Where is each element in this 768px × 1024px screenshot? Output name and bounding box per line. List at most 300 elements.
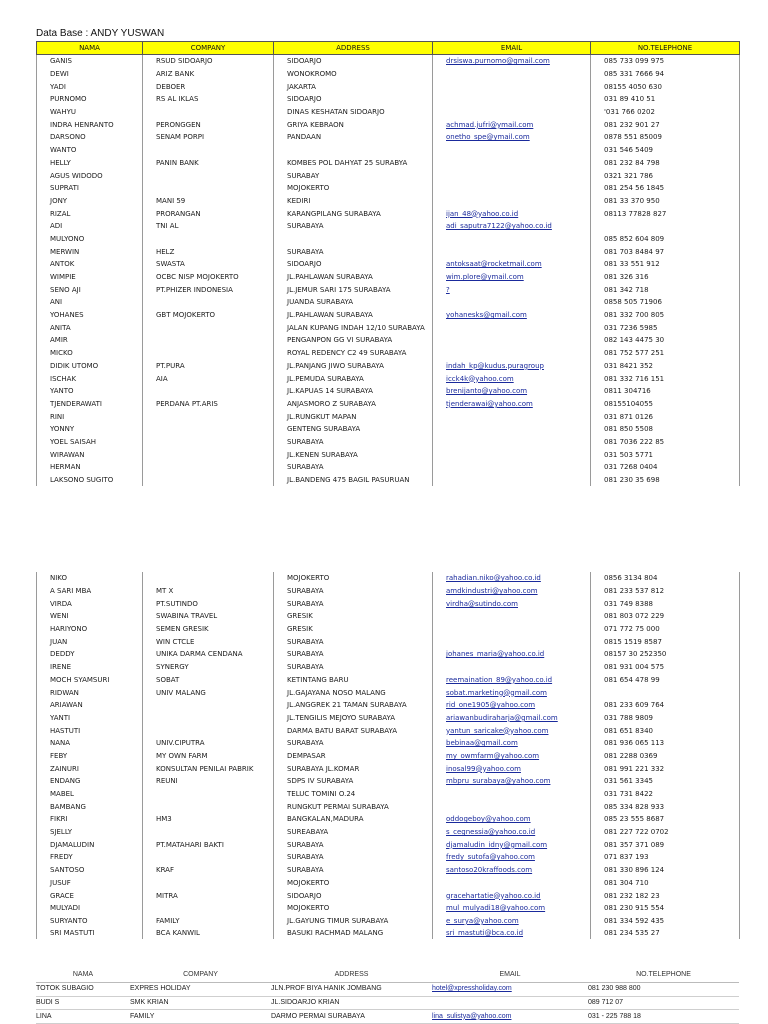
cell-email[interactable]: mul_mulyadi18@yahoo.com	[433, 902, 591, 915]
table-row	[37, 118, 740, 131]
table-row	[37, 813, 740, 826]
cell-nama: JUAN	[37, 635, 143, 648]
cell-email	[433, 623, 591, 636]
plain-header-email: EMAIL	[432, 969, 588, 982]
cell-telephone: 08113 77828 827	[591, 207, 740, 220]
table-row	[37, 585, 740, 598]
cell-email[interactable]: my_owmfarm@yahoo.com	[433, 750, 591, 763]
cell-telephone: 0811 304716	[591, 385, 740, 398]
cell-nama: ARIAWAN	[37, 699, 143, 712]
table-row	[37, 864, 740, 877]
cell-telephone: '031 766 0202	[591, 106, 740, 119]
table-row	[37, 800, 740, 813]
cell-address: MOJOKERTO	[274, 182, 433, 195]
table-row	[37, 233, 740, 246]
cell-nama: HASTUTI	[37, 724, 143, 737]
cell-company: OCBC NISP MOJOKERTO	[143, 271, 274, 284]
cell-email	[433, 169, 591, 182]
cell-nama: LINA	[36, 1010, 130, 1024]
cell-address: PENGANPON GG VI SURABAYA	[274, 334, 433, 347]
cell-email[interactable]: ariawanbudiraharja@gmail.com	[433, 712, 591, 725]
header-row	[37, 42, 740, 55]
cell-email[interactable]: rid_one1905@yahoo.com	[433, 699, 591, 712]
cell-nama: AMIR	[37, 334, 143, 347]
table-row	[37, 296, 740, 309]
cell-email[interactable]: oddogeboy@yahoo.com	[433, 813, 591, 826]
cell-company: PANIN BANK	[143, 157, 274, 170]
cell-address: JL.KAPUAS 14 SURABAYA	[274, 385, 433, 398]
cell-company: PT.SUTINDO	[143, 597, 274, 610]
cell-nama: JUSUF	[37, 877, 143, 890]
header-company: COMPANY	[143, 42, 274, 55]
cell-nama: ADI	[37, 220, 143, 233]
cell-nama: GRACE	[37, 889, 143, 902]
cell-company	[143, 296, 274, 309]
cell-company	[143, 321, 274, 334]
table-row	[37, 775, 740, 788]
cell-company: FAMILY	[143, 915, 274, 928]
cell-address: SIDOARJO	[274, 55, 433, 68]
table-row	[37, 851, 740, 864]
cell-nama: YANTI	[37, 712, 143, 725]
table-row	[37, 385, 740, 398]
cell-company	[143, 788, 274, 801]
table-row	[37, 144, 740, 157]
cell-address: SURABAYA	[274, 661, 433, 674]
cell-telephone: 08155 4050 630	[591, 80, 740, 93]
cell-telephone: 031 7268 0404	[591, 461, 740, 474]
cell-address: JL.KENEN SURABAYA	[274, 448, 433, 461]
cell-company: BCA KANWIL	[143, 927, 274, 939]
cell-company	[143, 474, 274, 487]
cell-nama: SANTOSO	[37, 864, 143, 877]
cell-telephone: 081 233 537 812	[591, 585, 740, 598]
cell-nama: JONY	[37, 195, 143, 208]
cell-email[interactable]: johanes_maria@yahoo.co.id	[433, 648, 591, 661]
cell-address: DARMO PERMAI SURABAYA	[271, 1010, 432, 1024]
cell-address: JALAN KUPANG INDAH 12/10 SURABAYA	[274, 321, 433, 334]
cell-nama: YOEL SAISAH	[37, 436, 143, 449]
cell-nama: MICKO	[37, 347, 143, 360]
cell-company: MY OWN FARM	[143, 750, 274, 763]
table-row	[37, 826, 740, 839]
cell-address: SURABAYA	[274, 737, 433, 750]
cell-telephone: 081 232 182 23	[591, 889, 740, 902]
cell-telephone: 031 788 9809	[591, 712, 740, 725]
table-row	[37, 572, 740, 585]
cell-email[interactable]: sobat.marketing@gmail.com	[433, 686, 591, 699]
cell-company	[143, 436, 274, 449]
cell-address: SURABAYA	[274, 851, 433, 864]
cell-email	[433, 68, 591, 81]
cell-telephone: 081 332 700 805	[591, 309, 740, 322]
cell-email[interactable]: djamaludin_idny@gmail.com	[433, 838, 591, 851]
cell-nama: TOTOK SUBAGIO	[36, 982, 130, 996]
table-row	[37, 131, 740, 144]
cell-email[interactable]: e_surya@yahoo.com	[433, 915, 591, 928]
table-row	[37, 195, 740, 208]
cell-telephone	[591, 220, 740, 233]
cell-email	[433, 448, 591, 461]
table-row	[36, 996, 739, 1010]
cell-email[interactable]: icck4k@yahoo.com	[433, 372, 591, 385]
table-row	[37, 623, 740, 636]
cell-nama: DARSONO	[37, 131, 143, 144]
cell-email[interactable]: achmad.jufri@ymail.com	[433, 118, 591, 131]
cell-company: RSUD SIDOARJO	[143, 55, 274, 68]
cell-email	[433, 410, 591, 423]
cell-telephone: 081 703 8484 97	[591, 245, 740, 258]
cell-telephone: 081 991 221 332	[591, 762, 740, 775]
cell-nama: FEBY	[37, 750, 143, 763]
table-row	[37, 737, 740, 750]
cell-telephone: 081 33 370 950	[591, 195, 740, 208]
cell-email[interactable]: antoksaat@rocketmail.com	[433, 258, 591, 271]
cell-telephone: 081 654 478 99	[591, 674, 740, 687]
cell-telephone: 081 850 5508	[591, 423, 740, 436]
cell-address: JL.RUNGKUT MAPAN	[274, 410, 433, 423]
cell-email[interactable]: s_cegnessia@yahoo.co.id	[433, 826, 591, 839]
cell-email	[433, 182, 591, 195]
cell-email[interactable]: hotel@xpressholiday.com	[432, 982, 588, 996]
cell-email[interactable]: indah_kp@kudus.puragroup	[433, 360, 591, 373]
cell-email	[433, 436, 591, 449]
cell-email	[433, 788, 591, 801]
table-row	[37, 686, 740, 699]
cell-company	[143, 169, 274, 182]
cell-telephone: 0815 1519 8587	[591, 635, 740, 648]
table-row	[37, 889, 740, 902]
cell-company: SMK KRIAN	[130, 996, 271, 1010]
table-row	[36, 982, 739, 996]
cell-telephone: 081 234 535 27	[591, 927, 740, 939]
table-row	[37, 55, 740, 68]
cell-email	[433, 106, 591, 119]
cell-email[interactable]: adi_saputra7122@yahoo.co.id	[433, 220, 591, 233]
table-row	[37, 448, 740, 461]
header-address: ADDRESS	[274, 42, 433, 55]
cell-address: BASUKI RACHMAD MALANG	[274, 927, 433, 939]
table-row	[37, 157, 740, 170]
cell-telephone: 085 23 555 8687	[591, 813, 740, 826]
cell-email[interactable]: ?	[433, 283, 591, 296]
cell-address: ANJASMORO Z SURABAYA	[274, 398, 433, 411]
cell-company: UNIKA DARMA CENDANA	[143, 648, 274, 661]
cell-company: WIN CTCLE	[143, 635, 274, 648]
cell-email[interactable]: lina_sulistya@yahoo.com	[432, 1010, 588, 1024]
cell-email	[433, 334, 591, 347]
cell-telephone: 081 232 901 27	[591, 118, 740, 131]
cell-nama: DIDIK UTOMO	[37, 360, 143, 373]
header-telephone: NO.TELEPHONE	[591, 42, 740, 55]
document-title: Data Base : ANDY YUSWAN	[36, 28, 165, 39]
contacts-table-top	[36, 41, 740, 486]
cell-email	[433, 461, 591, 474]
cell-email	[433, 233, 591, 246]
cell-company: MITRA	[143, 889, 274, 902]
table-row	[37, 93, 740, 106]
cell-telephone: 081 232 84 798	[591, 157, 740, 170]
table-row	[37, 258, 740, 271]
cell-company: KRAF	[143, 864, 274, 877]
cell-address: JL.ANGGREK 21 TAMAN SURABAYA	[274, 699, 433, 712]
cell-address: DEMPASAR	[274, 750, 433, 763]
table-row	[37, 762, 740, 775]
cell-telephone: 081 230 988 800	[588, 982, 739, 996]
contacts-table-plain	[36, 969, 739, 1024]
cell-company: SYNERGY	[143, 661, 274, 674]
table-row	[37, 635, 740, 648]
cell-address: SURABAYA	[274, 585, 433, 598]
cell-nama: VIRDA	[37, 597, 143, 610]
cell-company	[143, 461, 274, 474]
cell-email	[433, 80, 591, 93]
cell-nama: MULYADI	[37, 902, 143, 915]
cell-address: PANDAAN	[274, 131, 433, 144]
cell-nama: SJELLY	[37, 826, 143, 839]
cell-email[interactable]: bebinaa@gmail.com	[433, 737, 591, 750]
cell-nama: A SARI MBA	[37, 585, 143, 598]
table-row	[37, 597, 740, 610]
cell-company	[143, 347, 274, 360]
cell-nama: INDRA HENRANTO	[37, 118, 143, 131]
cell-email[interactable]: drsiswa.purnomo@gmail.com	[433, 55, 591, 68]
cell-company: KONSULTAN PENILAI PABRIK	[143, 762, 274, 775]
cell-company: SWASTA	[143, 258, 274, 271]
cell-nama: ISCHAK	[37, 372, 143, 385]
cell-company: REUNI	[143, 775, 274, 788]
cell-address: SUREABAYA	[274, 826, 433, 839]
table-row	[37, 347, 740, 360]
cell-company: EXPRES HOLIDAY	[130, 982, 271, 996]
table-row	[37, 68, 740, 81]
cell-email	[433, 635, 591, 648]
cell-nama: YADI	[37, 80, 143, 93]
cell-email[interactable]: onetho_spe@ymail.com	[433, 131, 591, 144]
cell-address: SURABAYA	[274, 864, 433, 877]
cell-telephone: 081 230 35 698	[591, 474, 740, 487]
cell-nama: WIRAWAN	[37, 448, 143, 461]
cell-telephone: 031 - 225 788 18	[588, 1010, 739, 1024]
cell-email	[433, 661, 591, 674]
cell-company: AIA	[143, 372, 274, 385]
cell-nama: RINI	[37, 410, 143, 423]
cell-telephone: 031 546 5409	[591, 144, 740, 157]
cell-company: TNI AL	[143, 220, 274, 233]
table-row	[37, 838, 740, 851]
cell-email[interactable]: brenijanto@yahoo.com	[433, 385, 591, 398]
cell-company	[143, 851, 274, 864]
table-row	[37, 360, 740, 373]
cell-address: SIDOARJO	[274, 258, 433, 271]
cell-telephone: 081 326 316	[591, 271, 740, 284]
table-body-bottom	[37, 572, 740, 939]
cell-company: PT.PURA	[143, 360, 274, 373]
cell-address: GRESIK	[274, 610, 433, 623]
table-row	[37, 927, 740, 939]
cell-telephone: 031 89 410 51	[591, 93, 740, 106]
cell-nama: RIZAL	[37, 207, 143, 220]
cell-email[interactable]: yantun_saricake@yahoo.com	[433, 724, 591, 737]
cell-address: MOJOKERTO	[274, 902, 433, 915]
cell-telephone: 081 304 710	[591, 877, 740, 890]
cell-nama: WANTO	[37, 144, 143, 157]
cell-nama: NIKO	[37, 572, 143, 585]
table-row	[37, 661, 740, 674]
table-row	[37, 398, 740, 411]
cell-address: SURABAYA	[274, 838, 433, 851]
cell-email[interactable]: wim.plore@ymail.com	[433, 271, 591, 284]
cell-company: UNIV.CIPUTRA	[143, 737, 274, 750]
cell-nama: FIKRI	[37, 813, 143, 826]
cell-nama: SENO AJI	[37, 283, 143, 296]
table-row	[37, 674, 740, 687]
cell-email[interactable]: reemaination_89@yahoo.co.id	[433, 674, 591, 687]
cell-address: SURABAYA	[274, 597, 433, 610]
cell-email[interactable]: virdha@sutindo.com	[433, 597, 591, 610]
cell-nama: HARIYONO	[37, 623, 143, 636]
table-row	[37, 712, 740, 725]
cell-telephone: 081 33 551 912	[591, 258, 740, 271]
cell-email[interactable]: amdkindustri@yahoo.com	[433, 585, 591, 598]
cell-email	[433, 245, 591, 258]
cell-company	[143, 724, 274, 737]
cell-telephone: 031 8421 352	[591, 360, 740, 373]
cell-address: JAKARTA	[274, 80, 433, 93]
cell-email[interactable]: ijan_48@yahoo.co.id	[433, 207, 591, 220]
cell-telephone: 085 733 099 975	[591, 55, 740, 68]
cell-company: PERONGGEN	[143, 118, 274, 131]
cell-telephone: 031 871 0126	[591, 410, 740, 423]
cell-company	[143, 699, 274, 712]
cell-nama: YOHANES	[37, 309, 143, 322]
table-row	[37, 245, 740, 258]
cell-company: HELZ	[143, 245, 274, 258]
table-row	[37, 724, 740, 737]
cell-telephone: 085 334 828 933	[591, 800, 740, 813]
cell-telephone: 081 651 8340	[591, 724, 740, 737]
cell-telephone: 0858 505 71906	[591, 296, 740, 309]
cell-nama: MABEL	[37, 788, 143, 801]
cell-address: JL.JEMUR SARI 175 SURABAYA	[274, 283, 433, 296]
cell-telephone: 0878 551 85009	[591, 131, 740, 144]
cell-address: SIDOARJO	[274, 93, 433, 106]
cell-telephone: 031 749 8388	[591, 597, 740, 610]
cell-email	[433, 800, 591, 813]
cell-email[interactable]: yohanesks@gmail.com	[433, 309, 591, 322]
cell-address: GRESIK	[274, 623, 433, 636]
table-body-top	[37, 55, 740, 487]
table-row	[37, 80, 740, 93]
cell-email	[433, 877, 591, 890]
cell-address: KOMBES POL DAHYAT 25 SURABYA	[274, 157, 433, 170]
cell-email[interactable]: rahadian.niko@yahoo.co.id	[433, 572, 591, 585]
cell-company: SWABINA TRAVEL	[143, 610, 274, 623]
cell-address: JL.PAHLAWAN SURABAYA	[274, 271, 433, 284]
cell-telephone	[591, 686, 740, 699]
cell-telephone: 081 227 722 0702	[591, 826, 740, 839]
cell-address: JLN.PROF BIYA HANIK JOMBANG	[271, 982, 432, 996]
cell-telephone: 081 803 072 229	[591, 610, 740, 623]
cell-email[interactable]: mbpru_surabaya@yahoo.com	[433, 775, 591, 788]
cell-telephone: 081 332 716 151	[591, 372, 740, 385]
cell-address: SURABAYA	[274, 461, 433, 474]
cell-nama: ANITA	[37, 321, 143, 334]
cell-company	[143, 800, 274, 813]
cell-company	[143, 826, 274, 839]
cell-email	[433, 610, 591, 623]
cell-company: SENAM PORPI	[143, 131, 274, 144]
table-row	[37, 648, 740, 661]
cell-company: MT X	[143, 585, 274, 598]
cell-email[interactable]: sri_mastuti@bca.co.id	[433, 927, 591, 939]
cell-address: SURABAYA	[274, 220, 433, 233]
cell-email[interactable]: tjenderawai@yahoo.com	[433, 398, 591, 411]
cell-company	[143, 182, 274, 195]
cell-address: SDPS IV SURABAYA	[274, 775, 433, 788]
cell-company: GBT MOJOKERTO	[143, 309, 274, 322]
cell-company	[143, 334, 274, 347]
cell-nama: MOCH SYAMSURI	[37, 674, 143, 687]
cell-address: JUANDA SURABAYA	[274, 296, 433, 309]
plain-header-telephone: NO.TELEPHONE	[588, 969, 739, 982]
cell-address: JL.BANDENG 475 BAGIL PASURUAN	[274, 474, 433, 487]
table-row	[37, 902, 740, 915]
cell-nama: IRENE	[37, 661, 143, 674]
cell-telephone: 081 334 592 435	[591, 915, 740, 928]
cell-company: SOBAT	[143, 674, 274, 687]
cell-email	[433, 195, 591, 208]
cell-company	[143, 106, 274, 119]
cell-email	[433, 93, 591, 106]
cell-email[interactable]: inosal99@yahoo.com	[433, 762, 591, 775]
cell-telephone: 08157 30 252350	[591, 648, 740, 661]
cell-email	[433, 423, 591, 436]
cell-telephone: 031 561 3345	[591, 775, 740, 788]
cell-address	[274, 233, 433, 246]
cell-email	[433, 321, 591, 334]
cell-company: FAMILY	[130, 1010, 271, 1024]
cell-nama: SRI MASTUTI	[37, 927, 143, 939]
cell-company: UNIV MALANG	[143, 686, 274, 699]
cell-email[interactable]: santoso20kraffoods.com	[433, 864, 591, 877]
table-row	[37, 699, 740, 712]
cell-nama: BAMBANG	[37, 800, 143, 813]
cell-email	[433, 296, 591, 309]
cell-company	[143, 233, 274, 246]
plain-header-address: ADDRESS	[271, 969, 432, 982]
cell-address: JL.TENGILIS MEJOYO SURABAYA	[274, 712, 433, 725]
cell-nama: GANIS	[37, 55, 143, 68]
cell-nama: SURYANTO	[37, 915, 143, 928]
cell-address: SURABAYA JL.KOMAR	[274, 762, 433, 775]
cell-company	[143, 902, 274, 915]
cell-email	[433, 144, 591, 157]
cell-email[interactable]: gracehartatie@yahoo.co.id	[433, 889, 591, 902]
plain-header-row	[36, 969, 739, 982]
cell-company	[143, 423, 274, 436]
cell-nama: WIMPIE	[37, 271, 143, 284]
cell-telephone: 085 852 604 809	[591, 233, 740, 246]
cell-address: MOJOKERTO	[274, 877, 433, 890]
cell-nama: LAKSONO SUGITO	[37, 474, 143, 487]
cell-company: PRORANGAN	[143, 207, 274, 220]
cell-email[interactable]: fredy_sutofa@yahoo.com	[433, 851, 591, 864]
table-row	[37, 410, 740, 423]
cell-address: DARMA BATU BARAT SURABAYA	[274, 724, 433, 737]
cell-telephone: 081 230 915 554	[591, 902, 740, 915]
table-row	[37, 271, 740, 284]
